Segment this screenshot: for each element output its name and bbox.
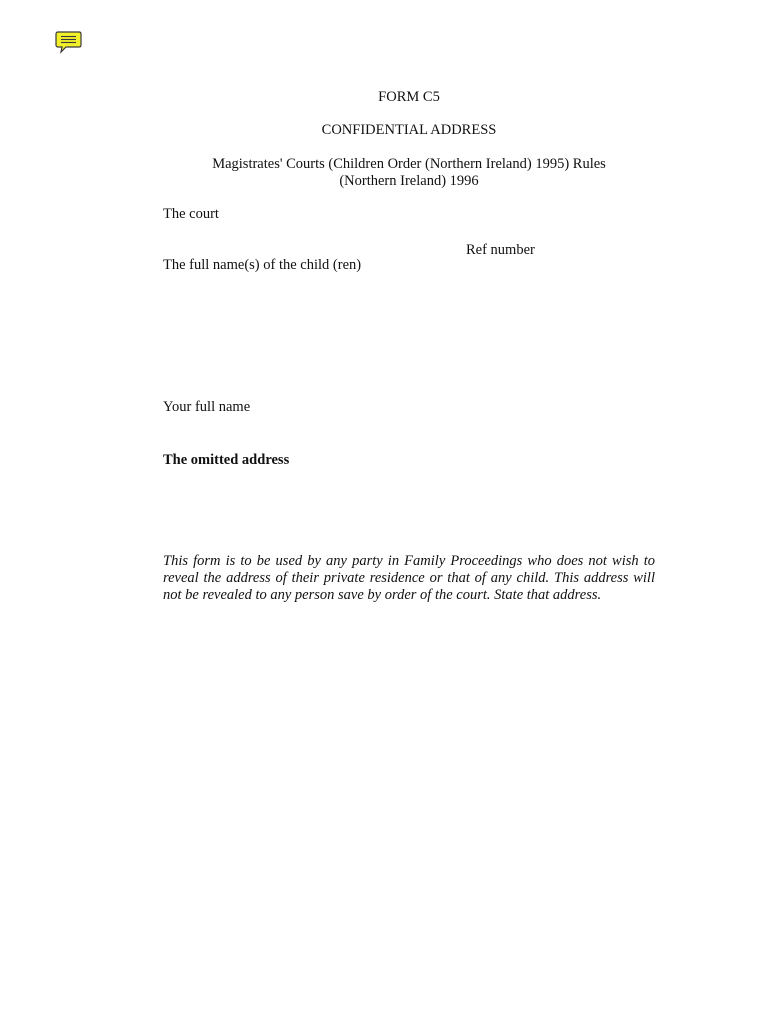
child-name-label: The full name(s) of the child (ren) [163,257,362,273]
rules-reference-line-2: (Northern Ireland) 1996 [339,173,479,189]
form-title: FORM C5 [378,89,440,105]
form-subtitle: CONFIDENTIAL ADDRESS [321,122,497,138]
comment-note-icon[interactable] [55,30,83,54]
rules-reference-line-1: Magistrates' Courts (Children Order (Northern Ireland) 1995) Rules [212,156,606,172]
ref-number-label: Ref number [466,242,535,258]
court-label: The court [163,206,219,222]
omitted-address-label: The omitted address [163,452,290,468]
instructions-paragraph: This form is to be used by any party in Family Proceedings who does not wish to reveal the address of their private residence or that of any child. This address will not be revealed to any person save by order of the court. State that address. [163,553,655,603]
your-full-name-label: Your full name [163,399,251,415]
